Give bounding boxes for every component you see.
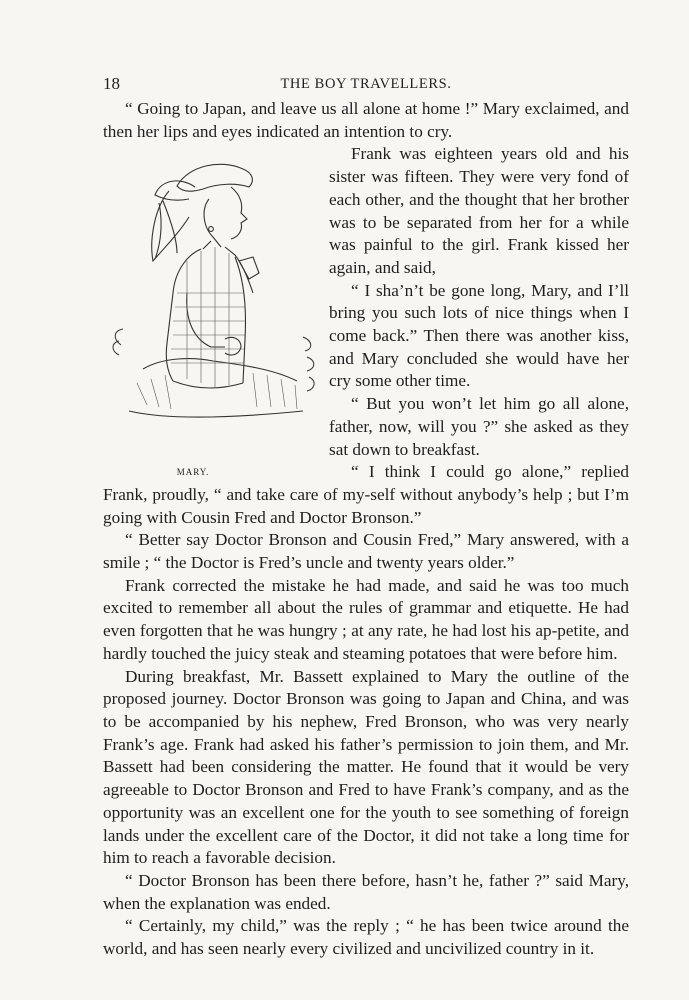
page-header [103, 74, 629, 96]
paragraph: Frank was eighteen years old and his sister was fifteen. They were very fond of each other, and the thought that her brother was to be separated from her for a while was painful to the girl. Frank kissed her again, and said, [329, 144, 629, 277]
paragraph: During breakfast, Mr. Bassett explained to Mary the outline of the proposed journey. Doctor Bronson was going to Japan and China, and was to be accompanied by his nephew, Fred Bronson, who was very nearly Frank’s age. Frank had asked his father’s permission to join them, and Mr. Bassett had been considering the matter. He found that it would be very agreeable to Doctor Bronson and Fred to have Frank’s company, and as the opportunity was an excellent one for the youth to see something of foreign lands under the excellent care of the Doctor, it did not take a long time for him to reach a favorable decision. [103, 666, 629, 868]
mary-illustration [103, 143, 325, 481]
paragraph: “ Certainly, my child,” was the reply ; “ he has been twice around the world, and has seen nearly every civilized and uncivilized country in it. [103, 916, 629, 959]
running-head: THE BOY TRAVELLERS. [280, 76, 452, 92]
page-number: 18 [103, 74, 120, 93]
paragraph: “ Doctor Bronson has been there before, hasn’t he, father ?” said Mary, when the explanation was ended. [103, 870, 629, 913]
paragraph: “ Better say Doctor Bronson and Cousin Fred,” Mary answered, with a smile ; “ the Doctor is Fred’s uncle and twenty years older.” [103, 530, 629, 573]
woman-portrait-icon [103, 143, 325, 481]
paragraph: “ I sha’n’t be gone long, Mary, and I’ll bring you such lots of nice things when I come back.” Then there was another kiss, and Mary concluded she would have her cry some other time. [329, 280, 629, 391]
body-text [103, 98, 629, 961]
paragraph: “ But you won’t let him go all alone, father, now, will you ?” she asked as they sat down to breakfast. [329, 394, 629, 459]
figure-caption: MARY. [176, 467, 210, 478]
paragraph: “ I think I could go alone,” replied Frank, proudly, “ and take care of my-self without anybody’s help ; but I’m going with Cousin Fred and Doctor Bronson.” [103, 462, 629, 527]
paragraph: Frank corrected the mistake he had made, and said he was too much excited to remember all about the rules of grammar and etiquette. He had even forgotten that he was hungry ; at any rate, he had lost his ap-petite, and hardly touched the juicy steak and steaming potatoes that were before him. [103, 575, 629, 663]
paragraph: “ Going to Japan, and leave us all alone at home !” Mary exclaimed, and then her lips and eyes indicated an intention to cry. [103, 99, 629, 141]
